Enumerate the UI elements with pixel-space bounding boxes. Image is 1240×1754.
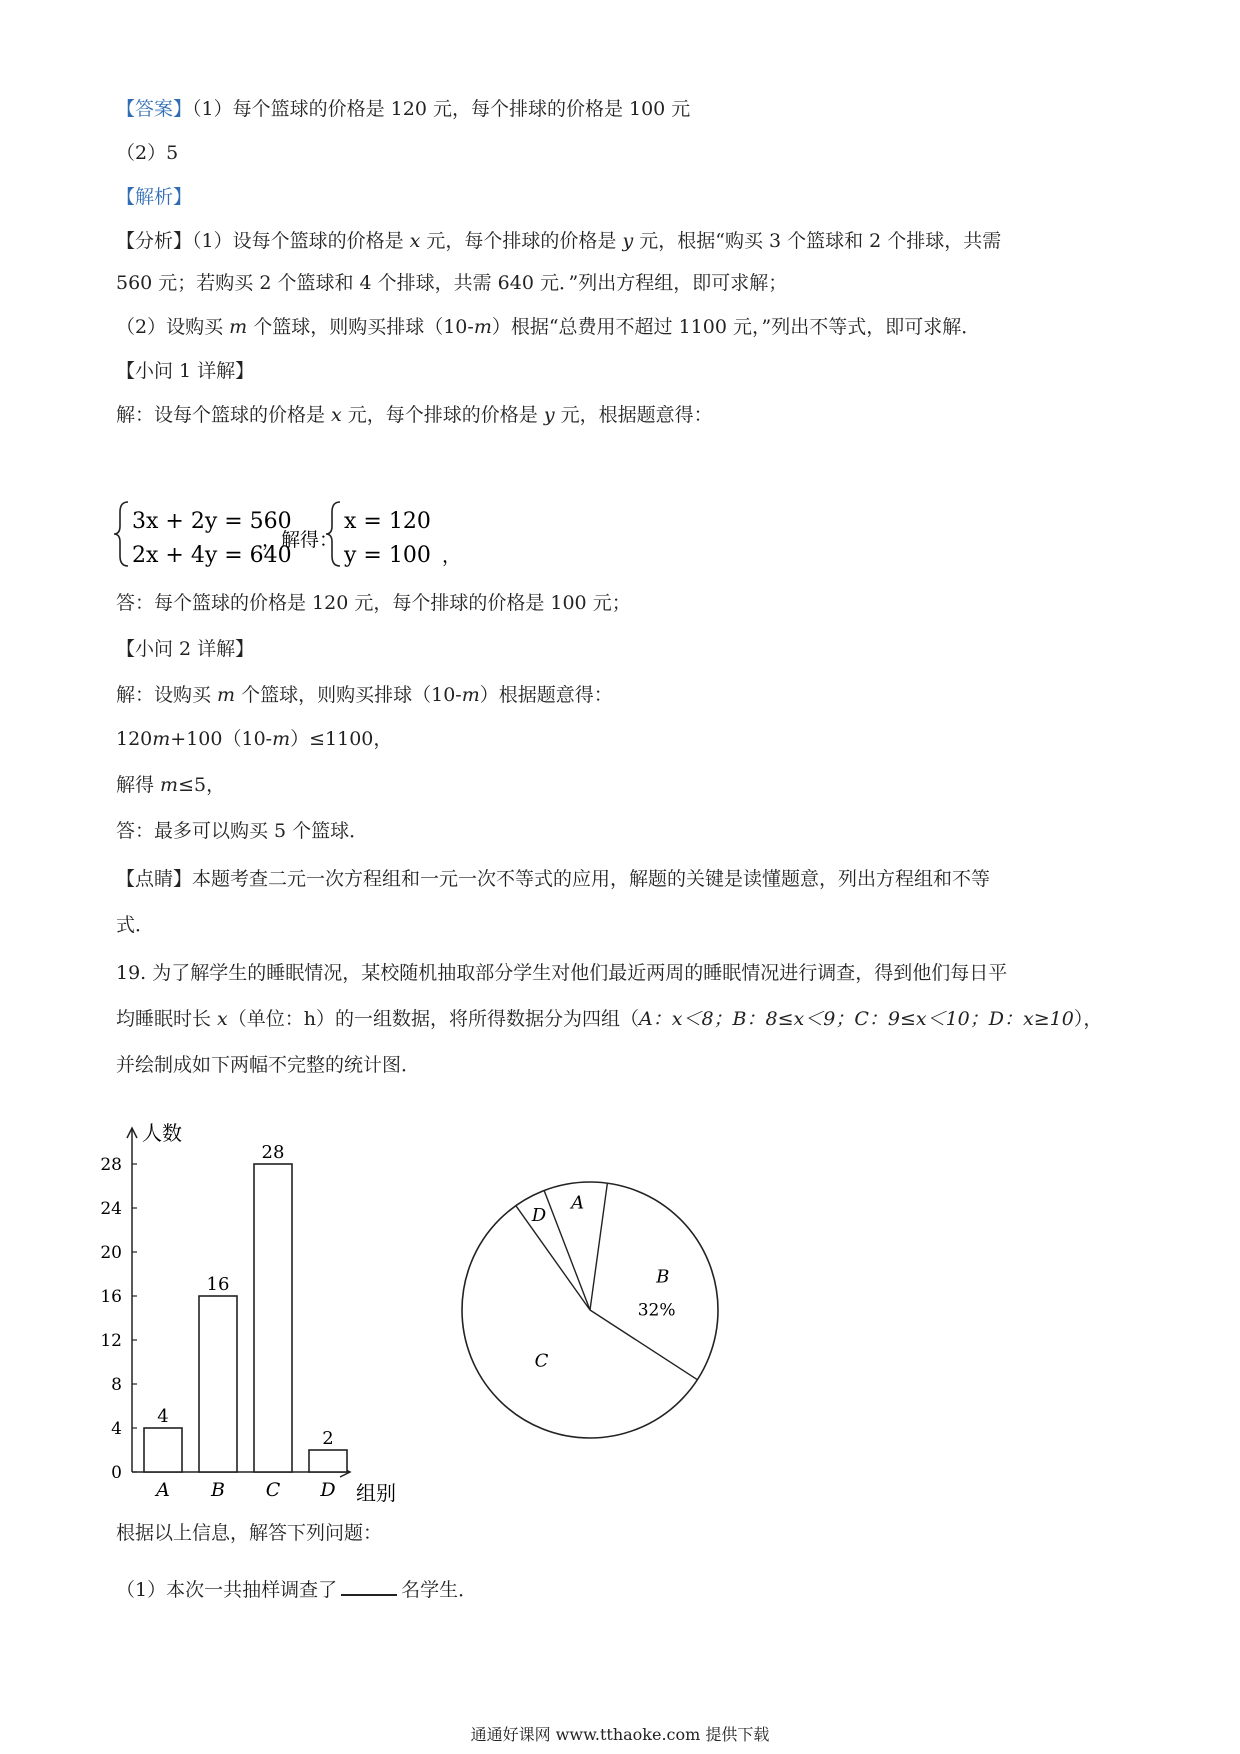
bar-value-label: 4 (157, 1406, 169, 1427)
y-tick-label: 24 (100, 1199, 122, 1219)
text: 120 (116, 728, 153, 750)
y-tick-label: 8 (111, 1375, 122, 1395)
text: 解：设每个篮球的价格是 (116, 404, 332, 426)
q2-heading: 【小问 2 详解】 (116, 638, 255, 660)
y-tick-label: 20 (100, 1243, 122, 1263)
comment-line-2: 式． (116, 914, 155, 936)
text: 解得 (116, 774, 161, 796)
x-axis-label: 组别 (356, 1481, 396, 1505)
problem19-after-chart: 根据以上信息，解答下列问题： (116, 1522, 383, 1544)
bar-B (199, 1296, 237, 1472)
var-m: m (473, 316, 492, 338)
text: ）， (1073, 1008, 1103, 1030)
x-tick-label: A (156, 1479, 170, 1501)
q1-answer: 答：每个篮球的价格是 120 元，每个排球的价格是 100 元； (116, 592, 631, 614)
text: （1）本次一共抽样调查了 (116, 1579, 338, 1601)
problem19-line-3: 并绘制成如下两幅不完整的统计图． (116, 1054, 421, 1076)
result-end: ， (442, 545, 462, 567)
text: 元，根据题意得： (554, 404, 713, 426)
bar-A (144, 1428, 182, 1472)
y-tick-label: 16 (100, 1287, 122, 1307)
problem19-question-1 (116, 1576, 477, 1603)
text: 元，根据“购买 3 个篮球和 2 个排球，共需 (633, 230, 1002, 252)
solve-word: ，解得： (262, 529, 339, 551)
text: 名学生． (401, 1579, 478, 1601)
text: 个篮球，则购买排球（10- (235, 684, 462, 706)
comment-tag: 【点睛】 (116, 868, 193, 890)
pie-chart (440, 1160, 740, 1460)
text: （1）设每个篮球的价格是 (192, 230, 410, 252)
analysis-line-1 (116, 228, 1001, 254)
var-y: y (543, 404, 555, 426)
bar-D (309, 1450, 347, 1472)
analysis-tag: 【解析】 (116, 186, 193, 208)
analysis-line-3 (116, 314, 980, 340)
bar-C (254, 1164, 292, 1472)
bar-value-label: 16 (206, 1274, 230, 1295)
text: 元，每个排球的价格是 (420, 230, 623, 252)
q2-result (116, 772, 225, 798)
answer-tag: 【答案】 (116, 98, 193, 120)
analysis-line-2: 560 元；若购买 2 个篮球和 4 个排球，共需 640 元．”列出方程组，即可求解； (116, 272, 788, 294)
analysis-label: 【分析】 (116, 230, 193, 252)
equation-1: 3x + 2y = 560 (132, 509, 292, 534)
footer: 通通好课网 www.tthaoke.com 提供下载 (470, 1725, 770, 1744)
bar-value-label: 28 (261, 1142, 285, 1163)
problem19-line-1: 19. 为了解学生的睡眠情况，某校随机抽取部分学生对他们最近两周的睡眠情况进行调查，得到他们每日平 (116, 962, 1008, 984)
answer-line (116, 96, 690, 122)
y-tick-label: 12 (100, 1331, 122, 1351)
pie-slice-label-D: D (531, 1204, 547, 1226)
bar-chart (100, 1110, 460, 1510)
text: ）根据题意得： (479, 684, 613, 706)
left-brace-icon (114, 502, 128, 566)
x-tick-label: D (320, 1479, 336, 1501)
problem19-line-2 (116, 1006, 1102, 1032)
text: 均睡眠时长 (116, 1008, 218, 1030)
text: （2）设购买 (116, 316, 230, 338)
var-y: y (622, 230, 634, 252)
x-tick-label: B (211, 1479, 225, 1501)
y-tick-label: 0 (111, 1463, 122, 1483)
text: +100（10- (170, 728, 273, 750)
text: 本题考查二元一次方程组和一元一次不等式的应用，解题的关键是读懂题意，列出方程组和不等 (192, 868, 991, 890)
text: 个篮球，则购买排球（10- (247, 316, 474, 338)
pie-slice-label-A: A (571, 1192, 585, 1214)
y-tick-label: 4 (111, 1419, 122, 1439)
var-x: x (409, 230, 421, 252)
text: ）≤1100， (290, 728, 393, 750)
text: 解：设购买 (116, 684, 218, 706)
q2-answer: 答：最多可以购买 5 个篮球． (116, 820, 369, 842)
answer-part2: （2）5 (116, 142, 179, 164)
x-tick-label: C (265, 1479, 281, 1501)
comment-line-1 (116, 866, 990, 892)
y-axis-label: 人数 (142, 1121, 182, 1145)
var-m: m (272, 728, 291, 750)
q1-heading: 【小问 1 详解】 (116, 360, 255, 382)
pie-slice-label-C: C (534, 1350, 549, 1372)
var-m: m (217, 684, 236, 706)
bar-value-label: 2 (322, 1428, 334, 1449)
answer-blank[interactable] (341, 1576, 397, 1596)
answer-part1: （1）每个篮球的价格是 120 元，每个排球的价格是 100 元 (192, 98, 691, 120)
var-m: m (152, 728, 171, 750)
text: 元，每个排球的价格是 (341, 404, 544, 426)
result-1: x = 120 (344, 509, 431, 534)
q2-inequality (116, 726, 392, 752)
pie-slice-percent: 32% (637, 1300, 676, 1321)
q1-solution-intro (116, 402, 713, 428)
text: （单位：h）的一组数据，将所得数据分为四组（ (227, 1008, 640, 1030)
pie-slice-label-B: B (656, 1266, 670, 1288)
result-2: y = 100 (344, 543, 431, 568)
text: ≤5， (178, 774, 226, 796)
text: ）根据“总费用不超过 1100 元，”列出不等式，即可求解． (491, 316, 981, 338)
var-m: m (229, 316, 248, 338)
var-m: m (461, 684, 480, 706)
group-definitions: A：x＜8；B：8≤x＜9；C：9≤x＜10；D：x≥10 (639, 1008, 1074, 1030)
equation-system (112, 498, 472, 570)
var-m: m (160, 774, 179, 796)
var-x: x (331, 404, 342, 426)
q2-solution-intro (116, 682, 613, 708)
equation-2: 2x + 4y = 640 (132, 543, 292, 568)
var-x: x (217, 1008, 228, 1030)
y-tick-label: 28 (100, 1155, 122, 1175)
